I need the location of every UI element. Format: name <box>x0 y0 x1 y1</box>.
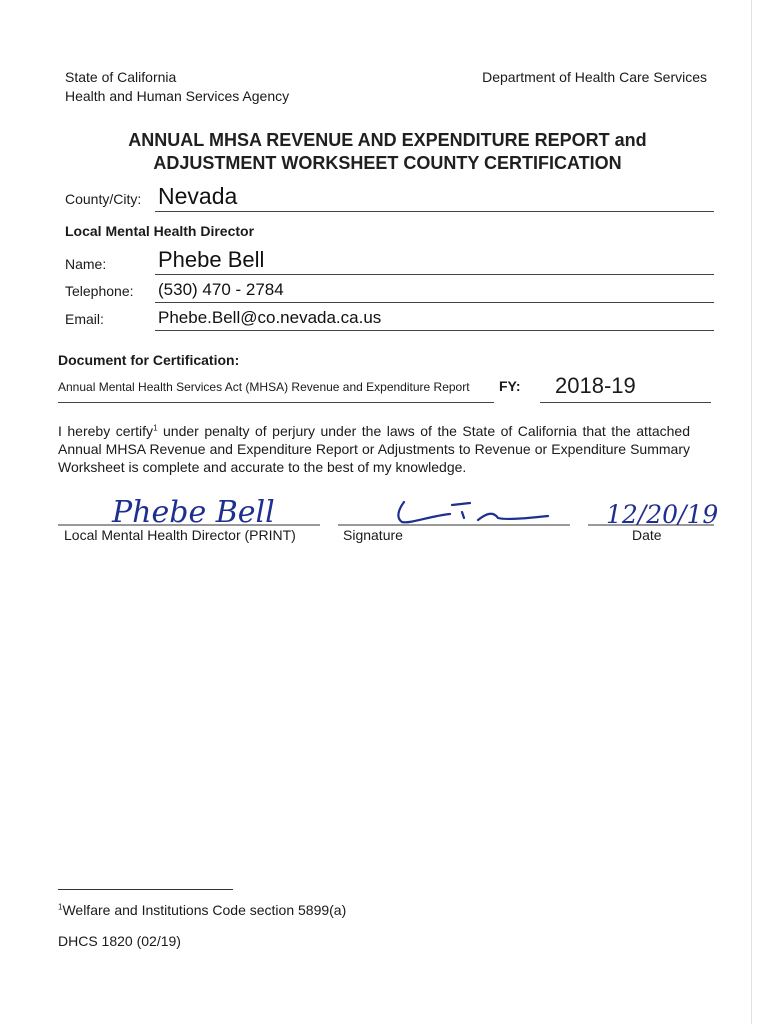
document-underline <box>58 402 494 403</box>
footnote-rule <box>58 889 233 890</box>
director-email: Phebe.Bell@co.nevada.ca.us <box>158 308 382 327</box>
department-name: Department of Health Care Services <box>482 69 707 85</box>
header-left <box>65 68 289 106</box>
email-label: Email: <box>65 311 104 327</box>
fy-label: FY: <box>499 378 521 394</box>
fy-value: 2018-19 <box>555 373 636 398</box>
director-telephone: (530) 470 - 2784 <box>158 280 284 299</box>
director-heading: Local Mental Health Director <box>65 223 255 239</box>
name-underline <box>155 274 714 275</box>
certification-text-end: under penalty of perjury under the laws of the State of California that the attached Annual MHSA Revenue and Expenditure Report or Adjustments to Revenue or Expenditure Summary Worksheet is complete and accurate to the best of my knowledge. <box>58 423 690 475</box>
document-heading: Document for Certification: <box>58 352 240 368</box>
state-name: State of California <box>65 69 177 85</box>
signature-label: Signature <box>343 527 403 543</box>
fy-underline <box>540 402 711 403</box>
page-title <box>60 129 715 175</box>
certification-text-start: I hereby certify <box>58 423 154 439</box>
name-label: Name: <box>65 256 107 272</box>
handwritten-date: 12/20/19 <box>606 500 719 529</box>
footnote-text: Welfare and Institutions Code section 5899(a) <box>62 902 347 918</box>
title-line-1: ANNUAL MHSA REVENUE AND EXPENDITURE REPORT and <box>128 130 647 150</box>
handwritten-director-name: Phebe Bell <box>112 495 275 530</box>
title-line-2: ADJUSTMENT WORKSHEET COUNTY CERTIFICATION <box>153 153 622 173</box>
director-name: Phebe Bell <box>158 247 265 272</box>
email-underline <box>155 330 714 331</box>
form-identifier: DHCS 1820 (02/19) <box>58 933 181 949</box>
footnote <box>58 902 346 918</box>
county-label: County/City: <box>65 191 142 207</box>
telephone-underline <box>155 302 714 303</box>
document-description: Annual Mental Health Services Act (MHSA) Revenue and Expenditure Report <box>58 380 470 394</box>
footnote-reference: 1 <box>153 423 158 433</box>
telephone-label: Telephone: <box>65 283 134 299</box>
director-print-label: Local Mental Health Director (PRINT) <box>64 527 296 543</box>
agency-name: Health and Human Services Agency <box>65 88 290 104</box>
county-underline <box>155 211 714 212</box>
date-label: Date <box>632 527 662 543</box>
footnote-mark: 1 <box>58 902 63 912</box>
county-value: Nevada <box>158 183 238 209</box>
signature-scrawl <box>398 502 548 522</box>
certification-statement <box>58 422 690 476</box>
